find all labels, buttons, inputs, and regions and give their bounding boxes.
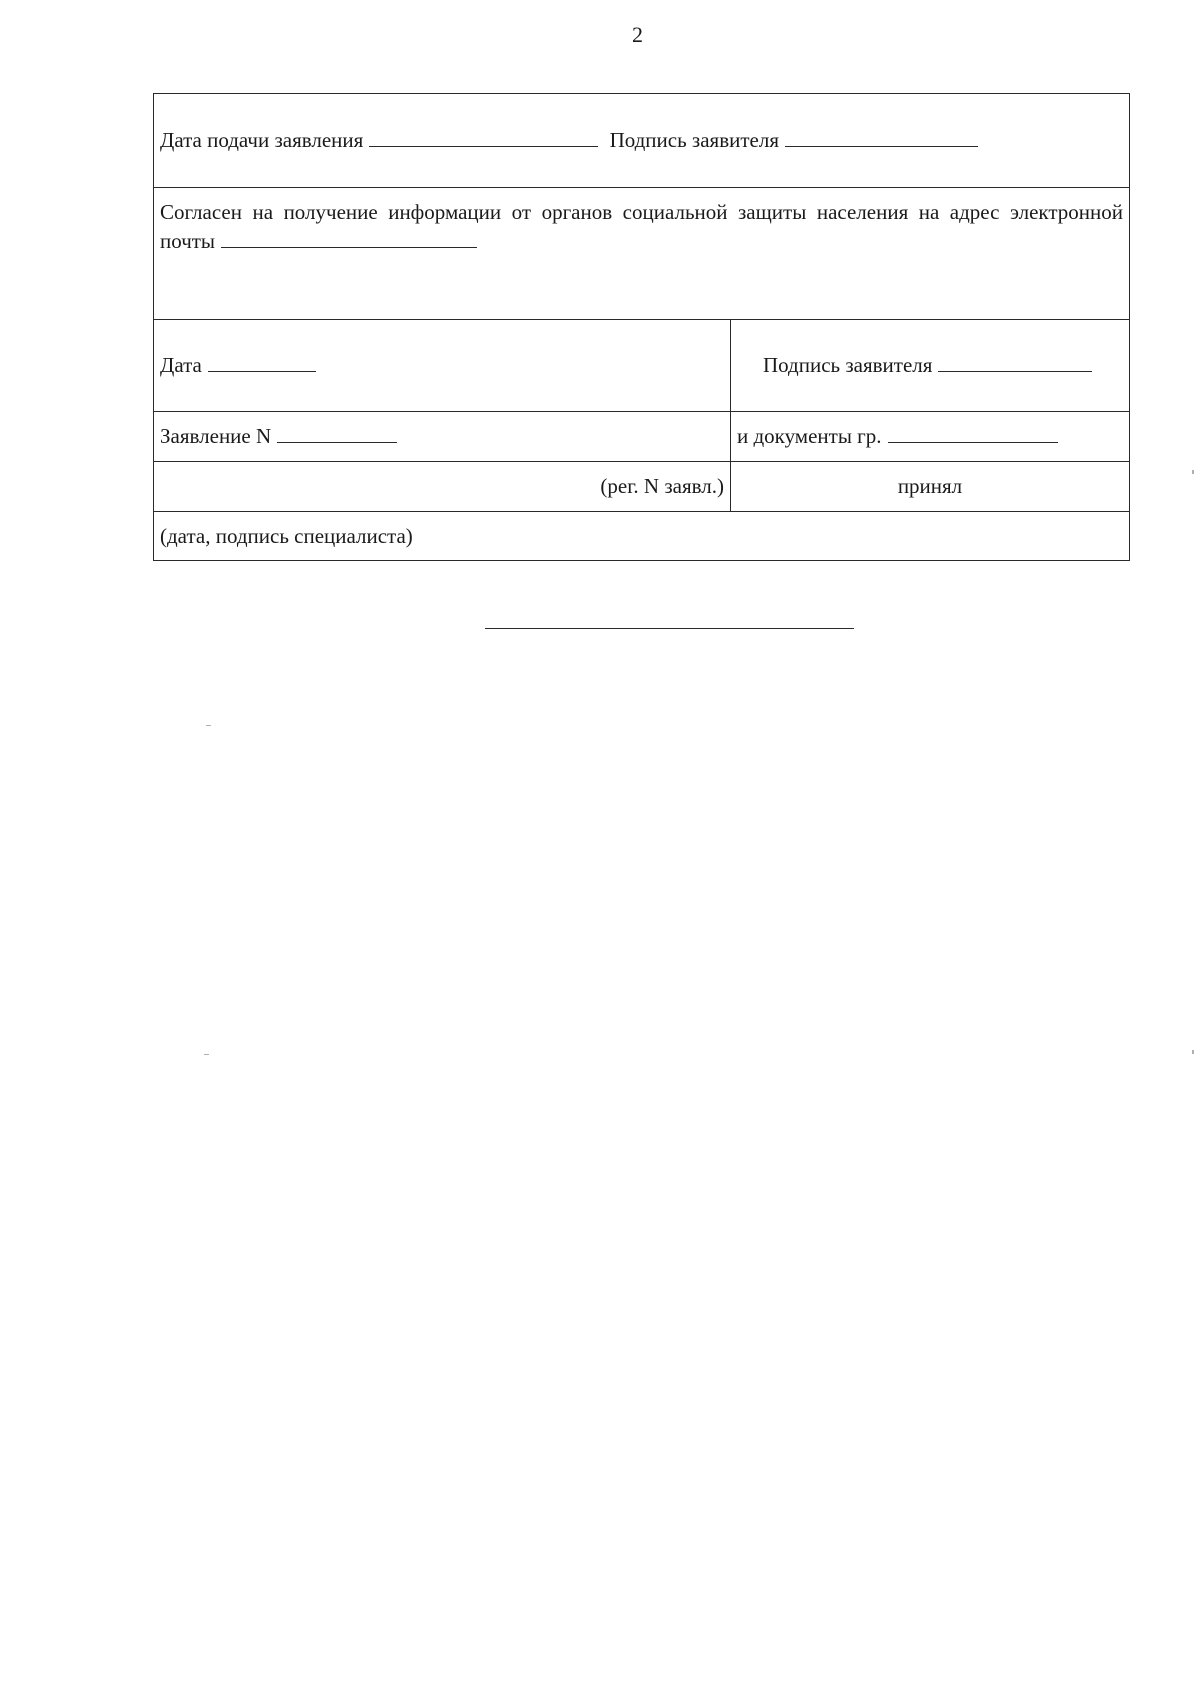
email-address-field[interactable] [221,246,477,248]
scan-artifact [1192,1050,1194,1054]
page-number: 2 [632,22,643,47]
submission-date-field[interactable] [369,145,598,147]
submission-date-row [154,94,1130,188]
specialist-caption: (дата, подпись специалиста) [160,523,413,548]
specialist-cell [154,512,1130,561]
date-cell [154,320,731,412]
accepted-label: принял [897,474,963,498]
application-number-cell [154,412,731,462]
signature-label: Подпись заявителя [763,353,933,377]
email-consent-row [154,188,1130,320]
applicant-signature-label: Подпись заявителя [609,128,779,152]
application-number-label: Заявление N [160,424,272,448]
application-number-field[interactable] [277,441,397,443]
documents-label: и документы гр. [737,424,882,448]
date-field[interactable] [208,370,316,372]
specialist-row [154,512,1130,561]
documents-cell [731,412,1130,462]
registration-row [154,462,1130,512]
date-label: Дата [160,353,202,377]
scan-artifact [1192,470,1194,474]
citizen-name-field[interactable] [888,441,1058,443]
accepted-cell [731,462,1130,512]
application-form-table [153,93,1130,561]
scan-artifact [204,1054,209,1055]
reg-number-cell [154,462,731,512]
reg-number-caption: (рег. N заявл.) [600,474,724,498]
signature-field[interactable] [938,370,1092,372]
scan-artifact [206,725,211,726]
signature-cell [731,320,1130,412]
email-consent-cell [154,188,1130,320]
date-signature-row [154,320,1130,412]
email-consent-text: Согласен на получение информации от органов социальной защиты населения на адрес электронной почты [160,200,1123,253]
application-number-row [154,412,1130,462]
closing-separator-line [485,628,854,629]
submission-date-cell [154,94,1130,188]
applicant-signature-field[interactable] [785,145,978,147]
submission-date-label: Дата подачи заявления [160,128,364,152]
